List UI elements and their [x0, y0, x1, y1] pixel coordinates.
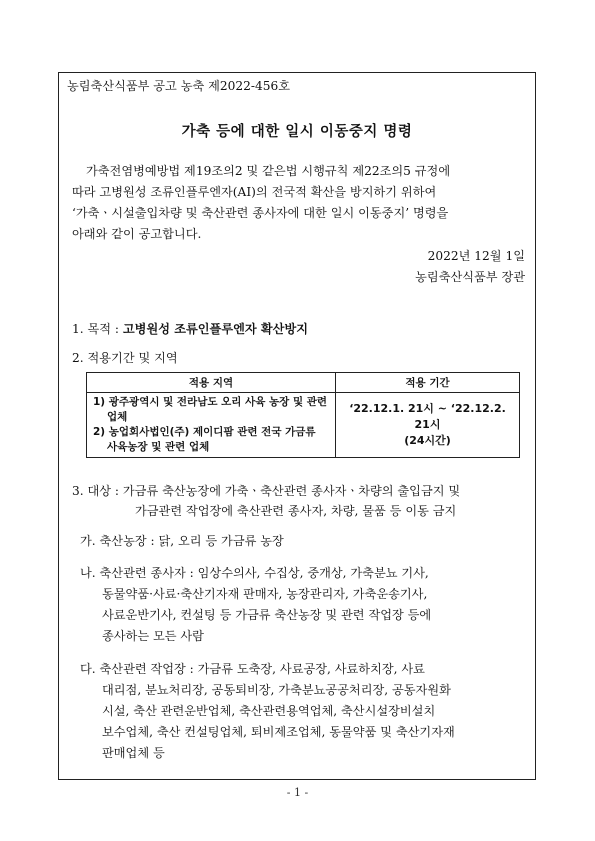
table-header-period: 적용 기간 [336, 373, 520, 393]
item-na-line-4: 종사하는 모든 사람 [102, 629, 204, 643]
table-cell-period [336, 393, 520, 458]
period-duration: (24시간) [404, 434, 451, 447]
item-da-line-4: 보수업체, 축산 컨설팅업체, 퇴비제조업체, 동물약품 및 축산기자재 [102, 725, 455, 739]
notice-number: 농림축산식품부 공고 농축 제2022-456호 [67, 79, 291, 93]
item-na-line-1: 나. 축산관련 종사자 : 임상수의사, 수집상, 중개상, 가축분뇨 기사, [80, 566, 429, 580]
table-cell-regions [87, 393, 336, 458]
page-number: - 1 - [286, 786, 309, 799]
table-row [87, 393, 520, 458]
region-item-2: 2) 농업회사법인(주) 제이디팜 관련 전국 가금류 사육농장 및 관련 업체 [93, 426, 316, 453]
item-da-line-1: 다. 축산관련 작업장 : 가금류 도축장, 사료공장, 사료하치장, 사료 [80, 662, 425, 676]
section-1 [72, 321, 308, 337]
page-title: 가축 등에 대한 일시 이동중지 명령 [181, 123, 413, 140]
intro-line-1: 가축전염병예방법 제19조의2 및 같은법 시행규칙 제22조의5 규정에 [86, 164, 451, 178]
item-na-line-2: 동물약품·사료·축산기자재 판매자, 농장관리자, 가축운송기사, [102, 587, 428, 601]
issuer: 농림축산식품부 장관 [415, 270, 525, 284]
intro-line-3: ‘가축ㆍ시설출입차량 및 축산관련 종사자에 대한 일시 이동중지’ 명령을 [72, 206, 449, 220]
item-na-line-3: 사료운반기사, 컨설팅 등 가금류 축산농장 및 관련 작업장 등에 [102, 608, 432, 622]
item-da-line-2: 대리점, 분뇨처리장, 공동퇴비장, 가축분뇨공공처리장, 공동자원화 [102, 683, 451, 697]
section-3-line-2: 가금관련 작업장에 축산관련 종사자, 차량, 물품 등 이동 금지 [135, 504, 457, 518]
table-header-region: 적용 지역 [87, 373, 336, 393]
table-header-row [87, 373, 520, 393]
application-table [86, 372, 520, 458]
item-da-line-5: 판매업체 등 [102, 746, 165, 760]
item-da-line-3: 시설, 축산 관련운반업체, 축산관련용역업체, 축산시설장비설치 [102, 704, 436, 718]
region-item-1: 1) 광주광역시 및 전라남도 오리 사육 농장 및 관련 업체 [93, 396, 328, 423]
item-ga: 가. 축산농장 : 닭, 오리 등 가금류 농장 [80, 534, 284, 548]
section-1-label: 1. 목적 : [72, 322, 120, 336]
period-range: ‘22.12.1. 21시 ~ ‘22.12.2. 21시 [349, 402, 506, 431]
section-2-label: 2. 적용기간 및 지역 [72, 351, 178, 365]
intro-line-2: 따라 고병원성 조류인플루엔자(AI)의 전국적 확산을 방지하기 위하여 [72, 185, 437, 199]
section-3-line-1: 3. 대상 : 가금류 축산농장에 가축ㆍ축산관련 종사자ㆍ차량의 출입금지 및 [72, 484, 461, 498]
notice-date: 2022년 12월 1일 [427, 249, 525, 263]
section-1-value: 고병원성 조류인플루엔자 확산방지 [122, 322, 308, 336]
intro-line-4: 아래와 같이 공고합니다. [72, 227, 202, 241]
